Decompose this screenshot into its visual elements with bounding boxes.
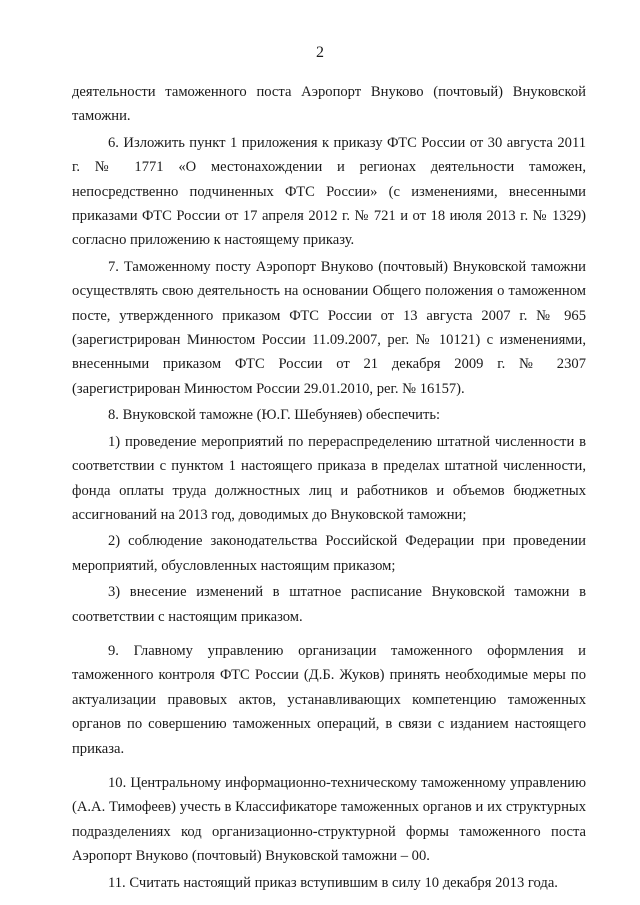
paragraph-item-11: 11. Считать настоящий приказ вступившим в силу 10 декабря 2013 года. [108,874,558,891]
paragraph-item-10: 10. Центральному информационно-техническому таможенному управлению (А.А. Тимофеев) учесть в Классификаторе таможенных органов и их структурных подразделениях код организационно-структурной формы таможенного поста Аэропорт Внуково (почтовый) Внуковской таможни – 00. [72,774,586,865]
paragraph-item-9: 9. Главному управлению организации таможенного оформления и таможенного контроля ФТС России (Д.Б. Жуков) принять необходимые меры по актуализации правовых актов, устанавливающих компетенцию таможенных органов по совершению таможенных операций, в связи с изданием настоящего приказа. [72,642,586,757]
paragraph-item-8: 8. Внуковской таможне (Ю.Г. Шебуняев) обеспечить: [108,407,441,424]
page-number: 2 [316,44,324,61]
paragraph-subitem-3: 3) внесение изменений в штатное расписание Внуковской таможни в соответствии с настоящим приказом. [72,584,586,625]
paragraph-item-7: 7. Таможенному посту Аэропорт Внуково (почтовый) Внуковской таможни осуществлять свою деятельность на основании Общего положения о таможенном посте, утвержденного приказом ФТС России от 13 августа 2007 г. № 965 (зарегистрирован Минюстом России 11.09.2007, рег. № 10121) с изменениями, внесенными приказом ФТС России от 21 декабря 2009 г. № 2307 (зарегистрирован Минюстом России 29.01.2010, рег. № 16157). [72,258,586,397]
paragraph-continuation: деятельности таможенного поста Аэропорт Внуково (почтовый) Внуковской таможни. [72,84,586,125]
paragraph-subitem-2: 2) соблюдение законодательства Российской Федерации при проведении мероприятий, обусловленных настоящим приказом; [72,533,586,574]
paragraph-subitem-1: 1) проведение мероприятий по перераспределению штатной численности в соответствии с пунктом 1 настоящего приказа в пределах штатной численности, фонда оплаты труда должностных лиц и работников и объемов бюджетных ассигнований на 2013 год, доводимых до Внуковской таможни; [72,433,586,523]
document-body [72,80,586,895]
paragraph-item-6: 6. Изложить пункт 1 приложения к приказу ФТС России от 30 августа 2011 г. № 1771 «О местонахождении и регионах деятельности таможен, непосредственно подчиненных ФТС России» (с изменениями, внесенными приказами ФТС России от 17 апреля 2012 г. № 721 и от 18 июля 2013 г. № 1329) согласно приложению к настоящему приказу. [72,134,586,249]
